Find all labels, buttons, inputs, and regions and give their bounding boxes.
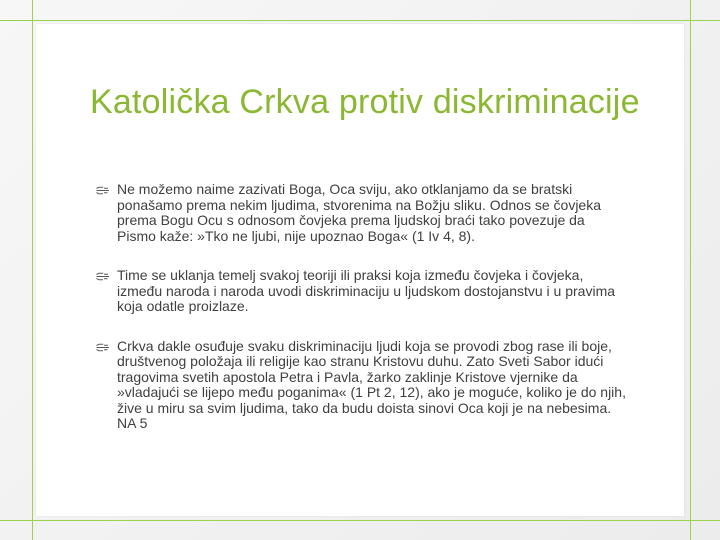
hand-pointing-icon <box>96 343 110 352</box>
bullet-list <box>96 182 626 456</box>
hand-pointing-icon <box>96 272 110 281</box>
decorative-line <box>0 20 720 21</box>
hand-pointing-icon <box>96 186 110 195</box>
bullet-item <box>96 339 626 432</box>
bullet-item <box>96 268 626 315</box>
decorative-line <box>690 0 691 540</box>
bullet-text: Ne možemo naime zazivati Boga, Oca sviju, ako otklanjamo da se bratski ponašamo prema nekim ljudima, stvorenima na Božju sliku. Odnos se čovjeka prema Bogu Ocu s odnosom čovjeka prema ljudskoj braći tako povezuje da Pismo kaže: »Tko ne ljubi, nije upoznao Boga« (1 Iv 4, 8). <box>117 181 602 244</box>
bullet-item <box>96 182 626 244</box>
decorative-line <box>0 520 720 521</box>
bullet-text: Crkva dakle osuđuje svaku diskriminaciju ljudi koja se provodi zbog rase ili boje, društvenog položaja ili religije kao stranu Kristovu duhu. Zato Sveti Sabor idući tragovima svetih apostola Petra i Pavla, žarko zaklinje Kristove vjernike da »vladajući se lijepo među poganima« (1 Pt 2, 12), ako je moguće, koliko je do njih, žive u miru sa svim ljudima, tako da budu doista sinovi Oca koji je na nebesima. NA 5 <box>117 337 626 431</box>
slide-title: Katolička Crkva protiv diskriminacije <box>90 83 640 121</box>
bullet-text: Time se uklanja temelj svakoj teoriji ili praksi koja između čovjeka i čovjeka, između naroda i naroda uvodi diskriminaciju u ljudskom dostojanstvu i u pravima koja odatle proizlaze. <box>117 267 616 314</box>
decorative-line <box>32 0 33 540</box>
